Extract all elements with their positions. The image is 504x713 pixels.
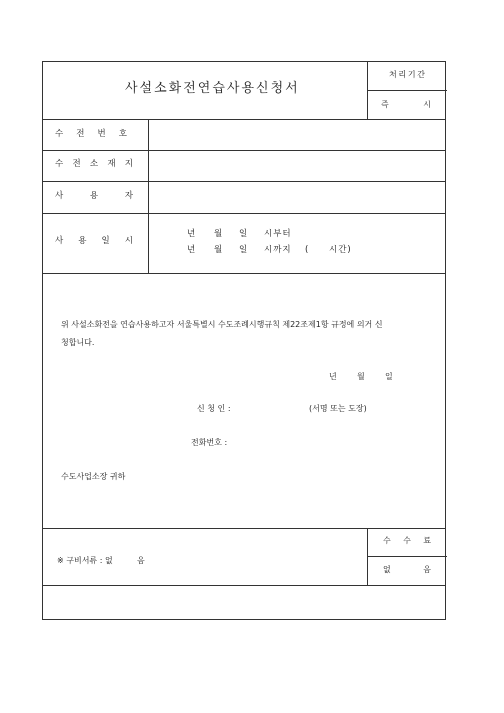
statement-line1: 위 사설소화전을 연습사용하고자 서울특별시 수도조례시행규칙 제22조제1항 규정에 의거 신 [61,320,383,329]
usage-line1-suffix: 시부터 [264,229,292,239]
application-form [42,61,446,620]
usage-line1-month: 월 [214,229,224,239]
usage-line1-year: 년 [187,229,197,239]
row-divider-footer [43,585,445,586]
usage-line2-suffix: 시까지 [264,245,292,255]
date-month: 월 [357,372,365,381]
row-divider-1 [43,150,445,151]
row-divider-4 [43,273,445,274]
row-divider-body [43,528,445,529]
processing-period-value: 즉 시 [381,100,431,109]
date-year: 년 [329,372,337,381]
usage-datetime-label: 사 용 일 시 [55,236,133,246]
usage-line2-paren-open: ( [305,245,310,255]
processing-period-label: 처 리 기 간 [389,70,425,79]
applicant-label: 신 청 인 : [197,404,231,413]
documents-label: ※ 구비서류 : 없 [57,556,113,565]
usage-line2-month: 월 [214,245,224,255]
fee-label: 수 수 료 [383,536,431,545]
phone-label: 전화번호 : [191,438,228,447]
signature-note: (서명 또는 도장) [309,404,367,413]
documents-value: 음 [137,556,145,565]
usage-line2-year: 년 [187,245,197,255]
row-divider-2 [43,181,445,182]
header-cell-divider [367,90,447,91]
usage-line1-day: 일 [239,229,249,239]
row-divider-header [43,119,445,120]
user-label: 사 용 자 [55,191,133,201]
date-day: 일 [385,372,393,381]
usage-line2-day: 일 [239,245,249,255]
row-divider-3 [43,213,445,214]
addressee: 수도사업소장 귀하 [61,472,126,481]
hydrant-location-label: 수 전 소 재 지 [55,159,133,169]
fee-cell-divider [367,556,447,557]
usage-line2-paren-close: 시간) [329,245,352,255]
label-column-divider [148,119,149,273]
fee-value: 없 음 [383,565,431,574]
statement-line2: 청합니다. [61,338,95,347]
form-title: 사설소화전연습사용신청서 [125,81,300,96]
hydrant-number-label: 수 전 번 호 [55,129,127,139]
